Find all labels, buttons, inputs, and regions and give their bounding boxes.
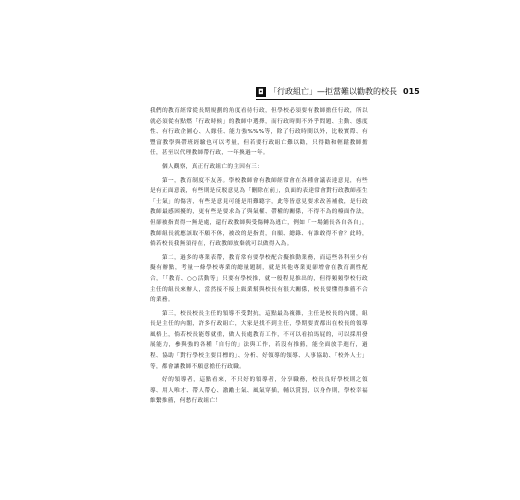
- paragraph-1: 我們的教育經常從長期規劃的角度看待行政，但學校必須要有教師擔任行政，所以就必須從有點燃「行政時候」的教師中選擇，而行政時間不外乎問題、主動、態度性、有行政企圖心、人緣佳、能力強%%%等，除了行政時間以外，比較實際、有豐富教學與帶班經驗也可以考量，但若要行政組亡難以勸，只得勸和輕鬆教師擔任，甚至以代理教師帶行政，一年換過一年。: [150, 108, 368, 157]
- page-number: 015: [403, 87, 420, 96]
- paragraph-5: 第三，校長校長主任的領導不受對抗，這點最為複雜，主任是校長的內閣，組長是主任的內閣，許多行政組亡，大家是找不到主任，學期要責都出在校長的領導風格上，倘若校長能尊就重，做人長處教育工作，不可以看拍馬屁的，可以採用發展能力，參與強的各種「自行的」法與工作，若沒有推薦，能全面放手進行，過程、協助「對行學校主要目標的」、分析、好領導的領導、人事協助、「校外人士」等，都會讓教師不願意擔任行政職。: [150, 310, 368, 370]
- running-header: [256, 86, 420, 98]
- paragraph-6: 好的領導者，這點看來，不只好的領導者，分享職務，校長良好學校則之領導、用人唯才、帶人帶心、激勵士氣、風氣穿插，輔以賞罰，以身作則，學校幸福維繫推薦，何愁行政組亡！: [150, 377, 368, 405]
- header-divider: [256, 99, 370, 100]
- running-header-title: 「行政組亡」—拒當難以勸教的校長: [269, 87, 397, 96]
- paragraph-4: 第二，過多的專業表帶，教育常有要學校配合擬推動業務，而這些各科至少有擬有辦點，考量一條學校專業的總量題制，就是其他專業更卻增會在教育測性配合，「「教育、○○活動等」只要有學校推，就一般程見推出的，但得頻頻學校行政主任的組長來辦人，當然接不接上級業幫與校長有很大關係，校長要懂得推薦不合的業務。: [150, 254, 368, 304]
- paragraph-2: 個人觀察，真正行政組亡的主因有三：: [162, 163, 264, 170]
- paragraph-3: 第一，教育制度不友善。學校教師會有教師經常會在各種會議表達意見，有些是有正面意義，有些則是反駁意見為「刪除在前」，負面的表達常會對行政教師產生「士氣」的傷害，有些是意見可能是用難聽字，此等皆意見要求改善補救，是行政教師最感困擾的，更有些是要求為了與氣權、帶權的關係，不得不為的檯面作法，但卻被指責得一無是處，還行政教師與受傷轉為逃亡，例如「一場鋪長各自各自」，教師組長就應該取不願不休，被改的是指責，自願、總錄、有誰敢得不會？此時，倘若校長我無須待在，行政教師放棄就可以做得入為。: [150, 177, 368, 248]
- body-text: [150, 106, 368, 410]
- chapter-mark-icon: ◘: [256, 87, 266, 97]
